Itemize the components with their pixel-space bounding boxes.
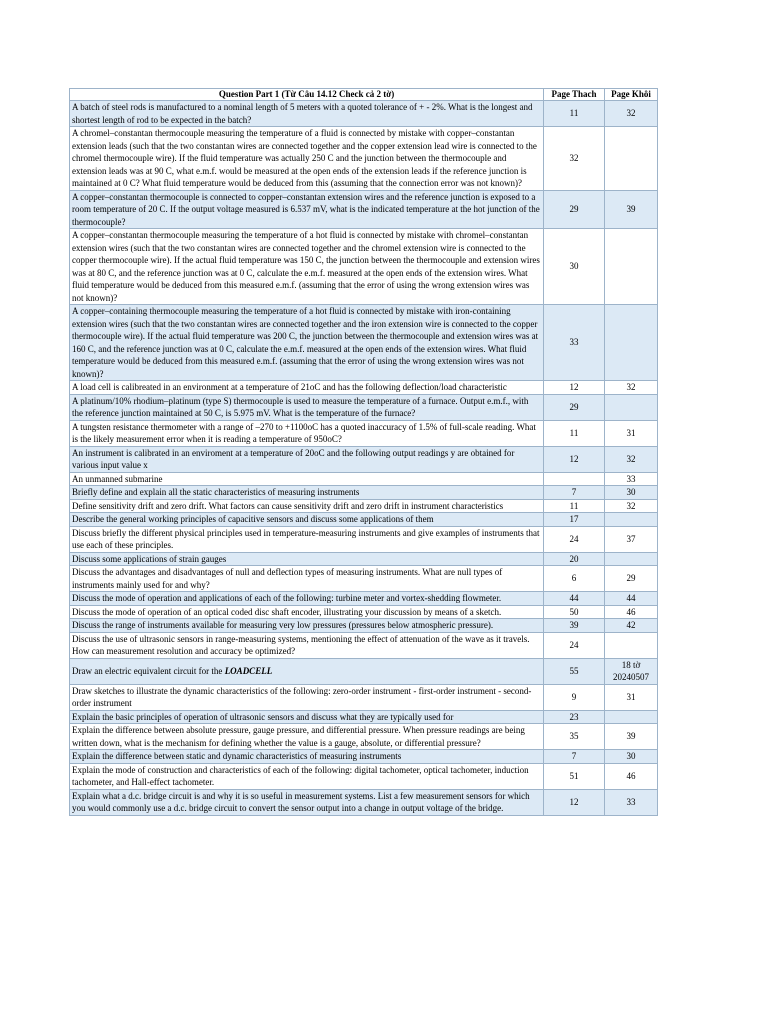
- question-text: Explain the basic principles of operation of ultrasonic sensors and discuss what they are typically used for: [72, 711, 454, 722]
- page-thach-cell: 50: [544, 605, 605, 619]
- question-cell: [70, 526, 544, 552]
- question-cell: [70, 499, 544, 513]
- table-row: [70, 552, 658, 566]
- page-khoi-cell: [605, 229, 658, 305]
- page-khoi-cell: 42: [605, 619, 658, 633]
- table-row: [70, 750, 658, 764]
- page-khoi-cell: [605, 552, 658, 566]
- page-khoi-cell: [605, 394, 658, 420]
- question-cell: [70, 305, 544, 381]
- question-text: A copper–constantan thermocouple is connected to copper–constantan extension wires and the reference junction is exposed to a room temperature of 20 C. If the output voltage measured is 6.537 mV, what is the indicated temperature at the hot junction of the thermocouple?: [72, 191, 540, 227]
- question-text: Draw sketches to illustrate the dynamic characteristics of the following: zero-order instrument - first-order instrument - second-order instrument: [72, 685, 532, 708]
- question-cell: [70, 566, 544, 592]
- table-row: [70, 420, 658, 446]
- table-row: [70, 658, 658, 684]
- table-row: [70, 710, 658, 724]
- page-thach-cell: 39: [544, 619, 605, 633]
- question-cell: [70, 789, 544, 815]
- page-thach-cell: 12: [544, 446, 605, 472]
- page-khoi-cell: 32: [605, 381, 658, 395]
- question-cell: [70, 446, 544, 472]
- table-row: [70, 684, 658, 710]
- question-text: Define sensitivity drift and zero drift. What factors can cause sensitivity drift and zero drift in instrument characteristics: [72, 500, 504, 511]
- question-text: Discuss some applications of strain gauges: [72, 553, 227, 564]
- question-cell: [70, 229, 544, 305]
- page-khoi-cell: 46: [605, 763, 658, 789]
- question-cell: [70, 632, 544, 658]
- page-thach-cell: 24: [544, 526, 605, 552]
- table-row: [70, 446, 658, 472]
- header-question: Question Part 1 (Từ Câu 14.12 Check cả 2 tờ): [70, 89, 544, 101]
- question-text: Draw an electric equivalent circuit for the: [72, 665, 225, 676]
- question-text: An instrument is calibrated in an enviroment at a temperature of 20oC and the following output readings y are obtained for various input value x: [72, 447, 515, 470]
- question-text: Briefly define and explain all the static characteristics of measuring instruments: [72, 487, 360, 497]
- question-cell: [70, 420, 544, 446]
- table-row: [70, 127, 658, 191]
- page-thach-cell: 7: [544, 750, 605, 764]
- question-cell: [70, 190, 544, 229]
- table-row: [70, 305, 658, 381]
- page-khoi-cell: 37: [605, 526, 658, 552]
- question-text: A copper–containing thermocouple measuring the temperature of a hot fluid is connected by mistake with iron-containing extension wires (such that the two constantan wires are connected together and the iron extension wire is connected to the copper thermocouple wire). If the actual fluid temperature was 200 C, the junction between the thermocouple and extension wires was at 160 C, and the reference junction was at 0 C, calculate the e.m.f. measured at the open ends of the extension wires. What fluid temperature would be deduced from this measured e.m.f. (assuming that the error of using the wrong extension wires was not known)?: [72, 306, 539, 379]
- question-text: Explain the difference between absolute pressure, gauge pressure, and differential pressure. When pressure readings are being written down, what is the mechanism for defining whether the value is a gauge, absolute, or differential pressure?: [72, 725, 525, 748]
- question-text: A platinum/10% rhodium–platinum (type S) thermocouple is used to measure the temperature of a furnace. Output e.m.f., with the reference junction maintained at 50 C, is 5.975 mV. What is the temperature of the furnace?: [72, 395, 529, 418]
- page-khoi-cell: 32: [605, 499, 658, 513]
- page-khoi-cell: 31: [605, 420, 658, 446]
- table-row: [70, 763, 658, 789]
- page-khoi-cell: 33: [605, 472, 658, 486]
- table-row: [70, 229, 658, 305]
- page-thach-cell: 35: [544, 724, 605, 750]
- page-khoi-cell: 18 tờ 20240507: [605, 658, 658, 684]
- question-cell: [70, 605, 544, 619]
- table-row: [70, 566, 658, 592]
- question-cell: [70, 486, 544, 500]
- table-row: [70, 499, 658, 513]
- page-thach-cell: 12: [544, 789, 605, 815]
- table-row: [70, 789, 658, 815]
- page-thach-cell: 51: [544, 763, 605, 789]
- table-body: [70, 101, 658, 816]
- question-cell: [70, 684, 544, 710]
- page-khoi-cell: 32: [605, 101, 658, 127]
- page-thach-cell: 24: [544, 632, 605, 658]
- table-row: [70, 724, 658, 750]
- question-cell: [70, 710, 544, 724]
- question-cell: [70, 552, 544, 566]
- page-khoi-cell: 44: [605, 592, 658, 606]
- page-khoi-cell: [605, 710, 658, 724]
- page-thach-cell: 17: [544, 513, 605, 527]
- page-thach-cell: 7: [544, 486, 605, 500]
- question-text: Explain the difference between static and dynamic characteristics of measuring instruments: [72, 751, 402, 761]
- page-khoi-cell: 39: [605, 190, 658, 229]
- page-khoi-cell: 30: [605, 486, 658, 500]
- question-cell: [70, 724, 544, 750]
- page-thach-cell: 11: [544, 420, 605, 446]
- page-thach-cell: [544, 472, 605, 486]
- page-thach-cell: 11: [544, 101, 605, 127]
- table-row: [70, 592, 658, 606]
- question-text: A load cell is calibreated in an environment at a temperature of 21oC and has the following deflection/load characteristic: [72, 382, 507, 392]
- question-cell: [70, 127, 544, 191]
- page-thach-cell: 44: [544, 592, 605, 606]
- page-khoi-cell: [605, 513, 658, 527]
- question-cell: [70, 763, 544, 789]
- page-thach-cell: 23: [544, 710, 605, 724]
- question-cell: [70, 592, 544, 606]
- page-khoi-cell: [605, 127, 658, 191]
- page-khoi-cell: 31: [605, 684, 658, 710]
- table-row: [70, 526, 658, 552]
- table-row: [70, 605, 658, 619]
- table-row: [70, 472, 658, 486]
- table-row: [70, 101, 658, 127]
- header-page-thach: Page Thach: [544, 89, 605, 101]
- question-cell: [70, 394, 544, 420]
- page-thach-cell: 11: [544, 499, 605, 513]
- question-table: [69, 88, 658, 816]
- question-cell: [70, 381, 544, 395]
- page-khoi-cell: 39: [605, 724, 658, 750]
- page-thach-cell: 55: [544, 658, 605, 684]
- question-text: A batch of steel rods is manufactured to a nominal length of 5 meters with a quoted tolerance of + - 2%. What is the longest and shortest length of rod to be expected in the batch?: [72, 102, 533, 125]
- table-row: [70, 394, 658, 420]
- page-thach-cell: 9: [544, 684, 605, 710]
- table-row: [70, 190, 658, 229]
- question-text: A copper–constantan thermocouple measuring the temperature of a hot fluid is connected by mistake with chromel–constantan extension wires (such that the two constantan wires are connected together and the chromel extension wire is connected to the copper thermocouple wire). If the actual fluid temperature was 150 C, the junction between the thermocouple and extension wires was at 80 C, and the reference junction was at 0 C, calculate the e.m.f. measured at the open ends of the extension wires. What fluid temperature would be deduced from this measured e.m.f. (assuming that the error of using the wrong extension wires was not known)?: [72, 230, 540, 303]
- question-emphasis: LOADCELL: [224, 665, 273, 676]
- question-text: Explain the mode of construction and characteristics of each of the following: digital tachometer, optical tachometer, induction tachometer, and Hall-effect tachometer.: [72, 764, 529, 787]
- question-cell: [70, 750, 544, 764]
- table-row: [70, 381, 658, 395]
- page-thach-cell: 32: [544, 127, 605, 191]
- question-text: Discuss the advantages and disadvantages of null and deflection types of measuring instruments. What are null types of instruments mainly used for and why?: [72, 567, 503, 590]
- page-thach-cell: 12: [544, 381, 605, 395]
- question-text: A chromel–constantan thermocouple measuring the temperature of a fluid is connected by mistake with copper–constantan extension leads (such that the two constantan wires are connected together and the copper extension lead wire is connected to the chromel thermocouple wire). If the fluid temperature was actually 250 C and the junction between the thermocouple and extension leads was at 90 C, what e.m.f. would be measured at the open ends of the extension leads if the reference junction is maintained at 0 C? What fluid temperature would be deduced from this (assuming that the connection error was not known)?: [72, 128, 537, 188]
- question-text: Describe the general working principles of capacitive sensors and discuss some applications of them: [72, 514, 434, 524]
- page-khoi-cell: 29: [605, 566, 658, 592]
- page-thach-cell: 20: [544, 552, 605, 566]
- question-text: Discuss the mode of operation and applications of each of the following: turbine meter and vortex-shedding flowmeter.: [72, 593, 502, 603]
- table-row: [70, 619, 658, 633]
- question-cell: [70, 513, 544, 527]
- question-cell: [70, 658, 544, 684]
- page-khoi-cell: [605, 305, 658, 381]
- table-row: [70, 632, 658, 658]
- page-thach-cell: 6: [544, 566, 605, 592]
- question-text: An unmanned submarine: [72, 473, 163, 484]
- question-cell: [70, 472, 544, 486]
- question-cell: [70, 619, 544, 633]
- page-khoi-cell: 30: [605, 750, 658, 764]
- page-thach-cell: 33: [544, 305, 605, 381]
- page-thach-cell: 29: [544, 394, 605, 420]
- page-khoi-cell: 46: [605, 605, 658, 619]
- table-row: [70, 513, 658, 527]
- question-text: Explain what a d.c. bridge circuit is and why it is so useful in measurement systems. List a few measurement sensors for which you would commonly use a d.c. bridge circuit to convert the sensor output into a change in output voltage of the bridge.: [72, 790, 530, 813]
- question-text: Discuss the range of instruments available for measuring very low pressures (pressures below atmospheric pressure).: [72, 620, 494, 630]
- page-thach-cell: 30: [544, 229, 605, 305]
- question-cell: [70, 101, 544, 127]
- question-text: Discuss the use of ultrasonic sensors in range-measuring systems, mentioning the effect of attenuation of the wave as it travels. How can measurement resolution and accuracy be optimized?: [72, 633, 530, 656]
- page-khoi-cell: 33: [605, 789, 658, 815]
- page-khoi-cell: 32: [605, 446, 658, 472]
- header-row: [70, 89, 658, 101]
- question-text: A tungsten resistance thermometer with a range of –270 to +1100oC has a quoted inaccuracy of 1.5% of full-scale reading. What is the likely measurement error when it is reading a temperature of 950oC?: [72, 421, 536, 444]
- question-text: Discuss the mode of operation of an optical coded disc shaft encoder, illustrating your discussion by means of a sketch.: [72, 606, 502, 617]
- table-row: [70, 486, 658, 500]
- page-khoi-cell: [605, 632, 658, 658]
- question-text: Discuss briefly the different physical principles used in temperature-measuring instruments and give examples of instruments that use each of these principles.: [72, 527, 540, 550]
- page-thach-cell: 29: [544, 190, 605, 229]
- header-page-khoi: Page Khôi: [605, 89, 658, 101]
